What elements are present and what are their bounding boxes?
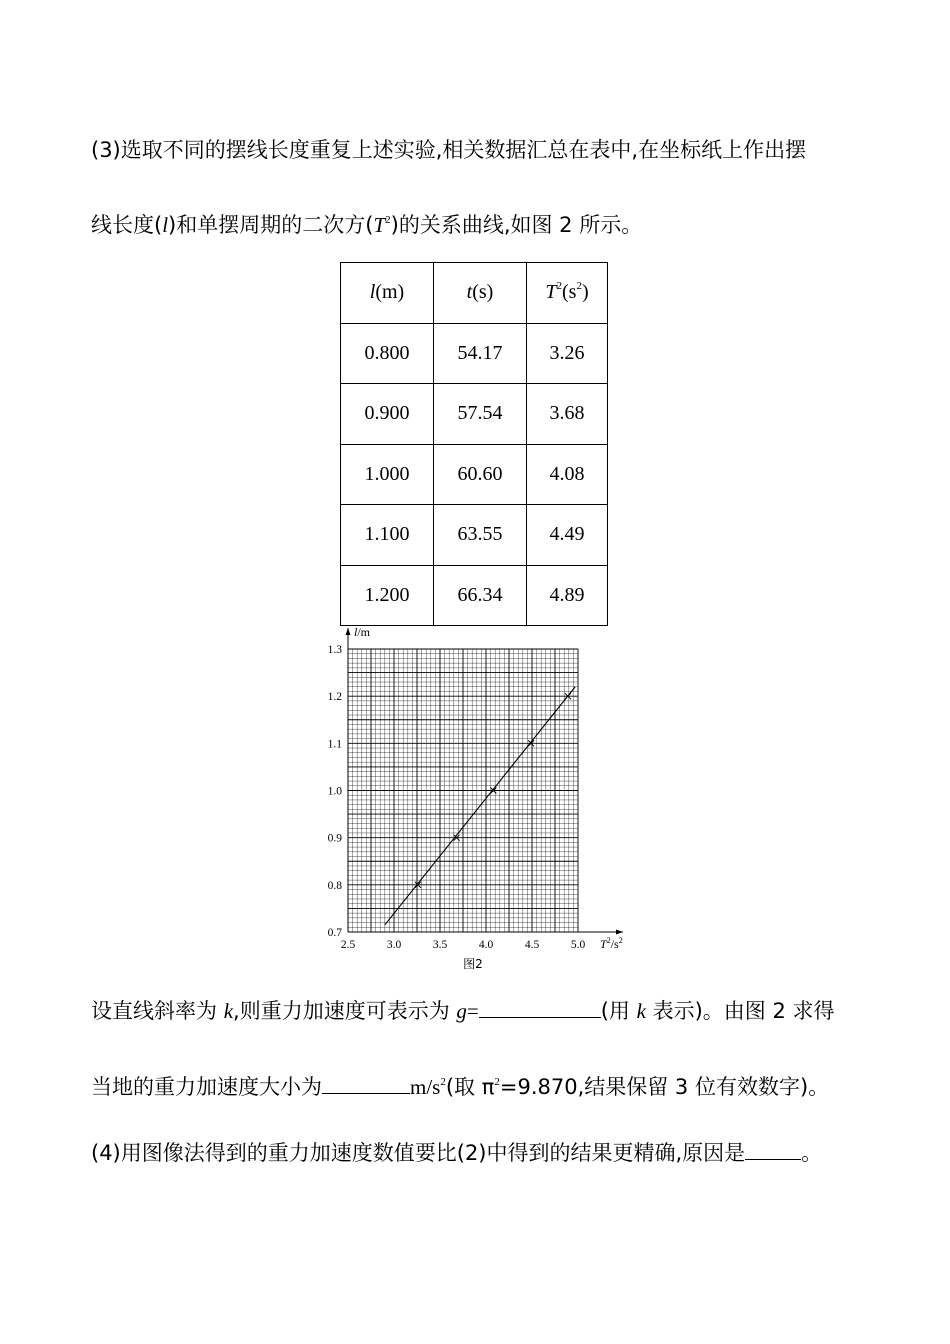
table-cell: 54.17 — [434, 323, 527, 384]
y-axis-label: l/m — [354, 625, 371, 639]
var-g: g — [456, 999, 467, 1023]
data-table — [340, 262, 608, 626]
axes — [346, 628, 624, 935]
x-tick-label: 2.5 — [340, 939, 356, 951]
table-cell: 1.000 — [341, 444, 434, 505]
y-tick-label: 1.0 — [327, 785, 342, 798]
answer-blank-g[interactable] — [479, 996, 601, 1018]
table-cell: 3.68 — [527, 384, 608, 445]
x-axis-label: $T^2/s^2$ — [600, 936, 623, 951]
table-cell: 0.800 — [341, 323, 434, 384]
question-line-2 — [91, 1072, 829, 1101]
var-k: k — [223, 999, 234, 1023]
y-tick-label: 1.2 — [327, 691, 342, 704]
table-row — [341, 565, 608, 626]
y-tick-label: 0.9 — [327, 832, 342, 845]
x-tick-label: 4.5 — [524, 939, 540, 951]
var-l: l — [162, 213, 169, 237]
q2-part-c: =9.870,结果保留 3 位有效数字)。 — [499, 1075, 830, 1099]
table-cell: 60.60 — [434, 444, 527, 505]
header-t: t(s) — [434, 263, 527, 324]
intro-line-1 — [91, 136, 806, 164]
table-cell: 57.54 — [434, 384, 527, 445]
intro-line-1-text: (3)选取不同的摆线长度重复上述实验,相关数据汇总在表中,在坐标纸上作出摆 — [91, 138, 807, 162]
x-tick-label: 3.0 — [386, 939, 402, 951]
y-tick-label: 0.8 — [327, 879, 342, 892]
figure-caption: 图2 — [463, 957, 483, 971]
question-line-3 — [91, 1138, 822, 1167]
answer-blank-gvalue[interactable] — [322, 1072, 410, 1094]
q3-part-a: (4)用图像法得到的重力加速度数值要比(2)中得到的结果更精确,原因是 — [91, 1141, 746, 1165]
header-T2: $T^2(s^2)$ — [527, 263, 608, 324]
q1-part-b: ,则重力加速度可表示为 — [233, 999, 457, 1023]
table-cell: 0.900 — [341, 384, 434, 445]
table-cell: 1.100 — [341, 505, 434, 566]
q2-part-b: (取 π — [445, 1075, 495, 1099]
intro-line-2-part-a: 线长度( — [91, 213, 163, 237]
superscript-2: 2 — [385, 214, 391, 226]
q3-part-b: 。 — [801, 1141, 823, 1165]
table-row — [341, 444, 608, 505]
table-cell: 63.55 — [434, 505, 527, 566]
x-tick-label: 3.5 — [432, 939, 448, 951]
answer-blank-reason[interactable] — [745, 1138, 801, 1160]
fit-line — [385, 687, 575, 925]
table-header-row — [341, 263, 608, 324]
var-T: T — [373, 213, 386, 237]
y-tick-label: 1.1 — [327, 738, 342, 751]
table-cell: 66.34 — [434, 565, 527, 626]
superscript-2: 2 — [494, 1076, 500, 1088]
table-cell: 1.200 — [341, 565, 434, 626]
y-axis-arrow — [346, 628, 351, 635]
series — [385, 687, 575, 925]
x-axis-arrow — [616, 930, 623, 935]
q2-part-a: 当地的重力加速度大小为 — [91, 1075, 322, 1099]
intro-line-2-part-c: )的关系曲线,如图 2 所示。 — [390, 213, 643, 237]
header-l: l(m) — [341, 263, 434, 324]
var-k-2: k — [636, 999, 646, 1023]
equals-sign: = — [466, 999, 479, 1023]
table-row — [341, 323, 608, 384]
table-row — [341, 505, 608, 566]
unit-ms: m/s — [410, 1075, 441, 1099]
q1-part-a: 设直线斜率为 — [91, 999, 224, 1023]
question-line-1 — [91, 996, 835, 1025]
y-tick-label: 1.3 — [327, 644, 342, 656]
intro-line-2-part-b: )和单摆周期的二次方( — [168, 213, 374, 237]
table-row — [341, 384, 608, 445]
table-cell: 3.26 — [527, 323, 608, 384]
table-cell: 4.08 — [527, 444, 608, 505]
superscript-2: 2 — [440, 1076, 446, 1088]
q1-part-d: 表示)。由图 2 求得 — [645, 999, 835, 1023]
table-cell: 4.89 — [527, 565, 608, 626]
y-tick-label: 0.7 — [327, 927, 342, 939]
x-tick-label: 5.0 — [570, 939, 586, 951]
table-cell: 4.49 — [527, 505, 608, 566]
q1-part-c: (用 — [600, 999, 637, 1023]
intro-line-2 — [91, 211, 642, 239]
x-tick-label: 4.0 — [478, 939, 494, 951]
pendulum-graph — [318, 624, 648, 976]
